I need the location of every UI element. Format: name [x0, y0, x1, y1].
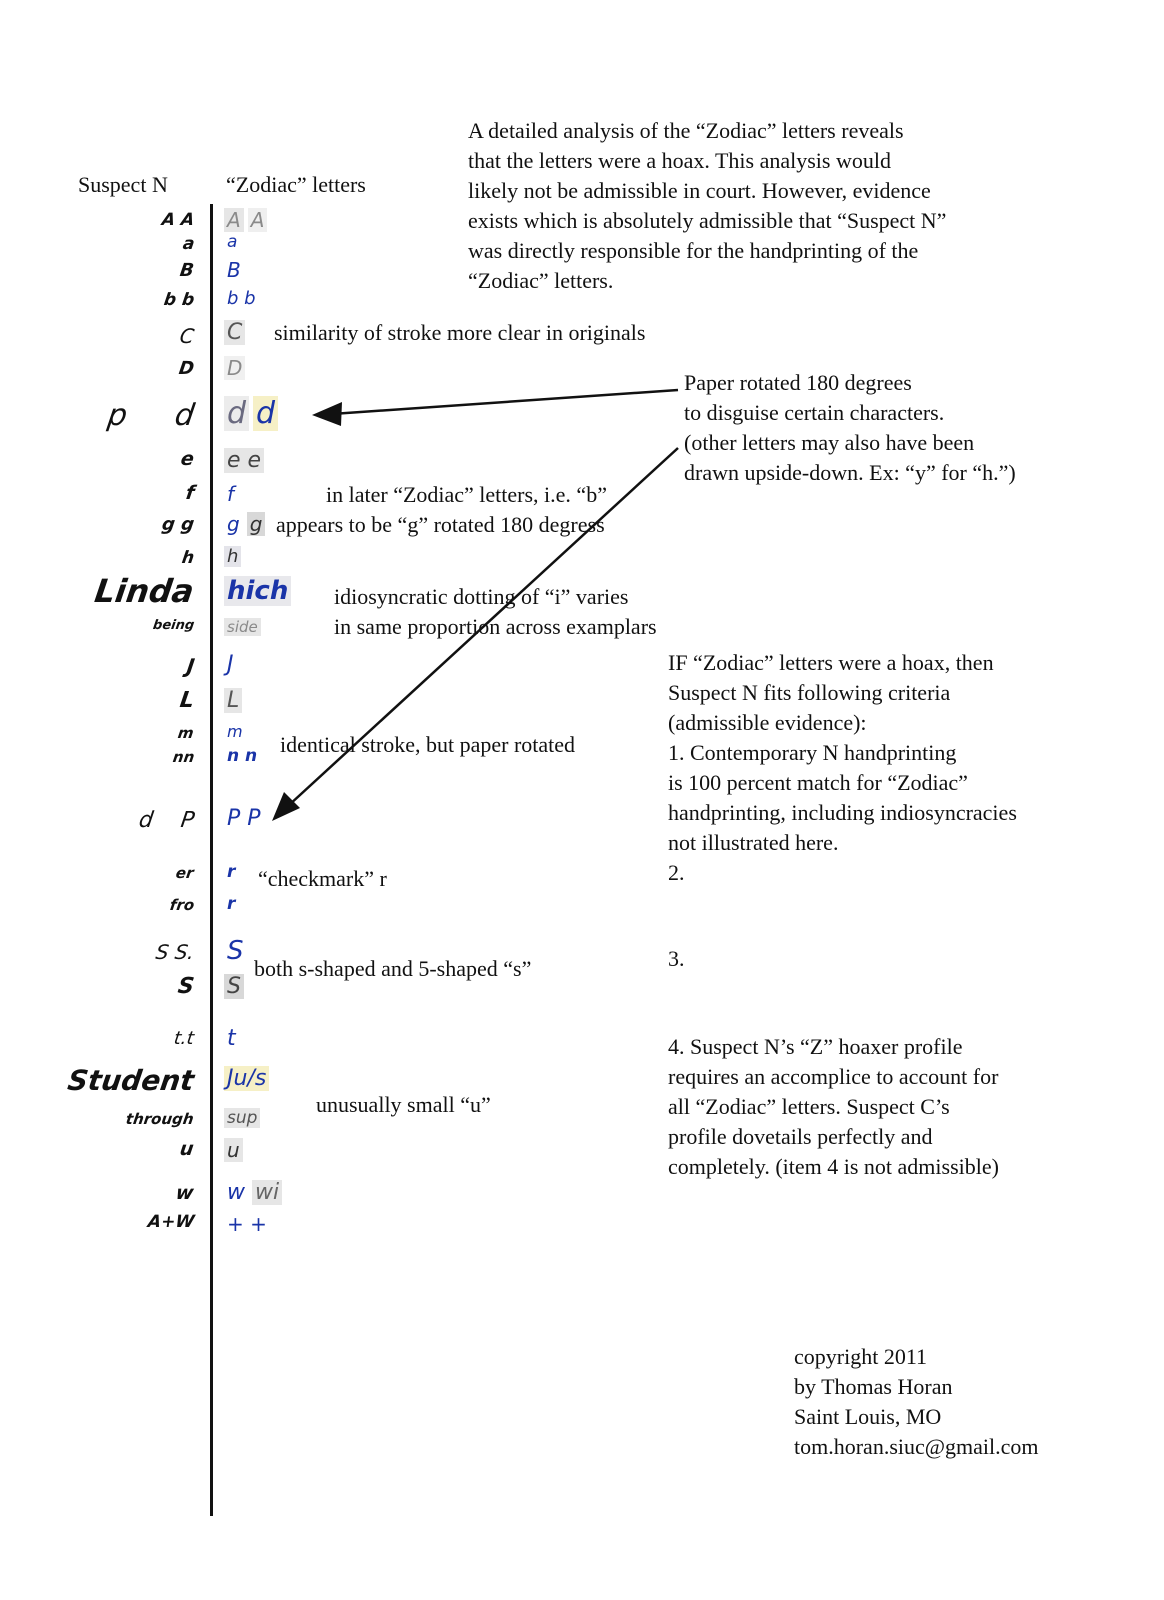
- note-c-stroke: similarity of stroke more clear in originals: [274, 320, 646, 345]
- suspect-sample-er: er: [175, 864, 196, 882]
- zodiac-glyph: C: [224, 320, 245, 345]
- suspect-sample-dP-left: d: [136, 808, 155, 833]
- suspect-sample-d-upright: d: [172, 398, 197, 433]
- note-identical-stroke: identical stroke, but paper rotated: [280, 732, 576, 757]
- note-line: idiosyncratic dotting of “i” varies: [334, 584, 629, 609]
- copyright-line: Saint Louis, MO: [794, 1404, 942, 1429]
- zodiac-glyph: L: [224, 688, 242, 713]
- zodiac-glyph: w: [227, 1180, 245, 1205]
- arrow-to-d-head: [312, 402, 342, 426]
- criteria-line: not illustrated here.: [668, 830, 839, 855]
- zodiac-glyph: hich: [224, 576, 291, 606]
- zodiac-glyph: A: [224, 208, 244, 232]
- suspect-sample-fro: fro: [168, 896, 196, 914]
- intro-line: A detailed analysis of the “Zodiac” letters reveals: [468, 118, 904, 143]
- copyright-line: tom.horan.siuc@gmail.com: [794, 1434, 1039, 1459]
- zodiac-glyph: g: [227, 512, 240, 536]
- criteria-line: completely. (item 4 is not admissible): [668, 1154, 999, 1179]
- zodiac-glyph: B: [227, 258, 241, 282]
- zodiac-glyph: n n: [227, 746, 258, 766]
- copyright-line: by Thomas Horan: [794, 1374, 953, 1399]
- suspect-sample-e: e: [179, 448, 196, 470]
- criteria-line: (admissible evidence):: [668, 710, 867, 735]
- zodiac-glyph: r: [227, 862, 236, 882]
- suspect-sample-u: u: [178, 1138, 196, 1160]
- zodiac-glyph: Ju/s: [224, 1066, 269, 1091]
- suspect-sample-dP-right: P: [178, 808, 196, 833]
- note-g-rotated: appears to be “g” rotated 180 degress: [276, 512, 605, 537]
- suspect-sample-bb: b b: [162, 290, 196, 310]
- zodiac-glyph: d: [224, 396, 249, 431]
- zodiac-glyph: m: [227, 722, 243, 741]
- criteria-line: Suspect N fits following criteria: [668, 680, 951, 705]
- note-small-u: unusually small “u”: [316, 1092, 491, 1117]
- criteria-line: 4. Suspect N’s “Z” hoaxer profile: [668, 1034, 963, 1059]
- criteria-line: all “Zodiac” letters. Suspect C’s: [668, 1094, 950, 1119]
- zodiac-glyph: t: [227, 1026, 236, 1051]
- suspect-sample-tt: t.t: [172, 1028, 196, 1049]
- suspect-sample-J: J: [184, 654, 196, 678]
- intro-line: was directly responsible for the handprinting of the: [468, 238, 919, 263]
- suspect-sample-d-rotated: p: [105, 398, 130, 433]
- criteria-line: handprinting, including indiosyncracies: [668, 800, 1017, 825]
- zodiac-glyph: d: [253, 396, 278, 431]
- zodiac-glyph: D: [224, 356, 245, 380]
- suspect-sample-D: D: [177, 358, 196, 379]
- suspect-sample-being: being: [151, 618, 196, 633]
- zodiac-glyph: sup: [224, 1108, 260, 1128]
- zodiac-glyph: + +: [227, 1212, 267, 1236]
- intro-line: that the letters were a hoax. This analysis would: [468, 148, 891, 173]
- note-f-later: in later “Zodiac” letters, i.e. “b”: [326, 482, 607, 507]
- criteria-line: 1. Contemporary N handprinting: [668, 740, 957, 765]
- zodiac-glyph: r: [227, 894, 236, 914]
- zodiac-glyph: S: [224, 974, 244, 999]
- zodiac-glyph: J: [227, 652, 234, 677]
- intro-line: exists which is absolutely admissible that “Suspect N”: [468, 208, 947, 233]
- note-line: Paper rotated 180 degrees: [684, 370, 912, 395]
- zodiac-glyph: P P: [227, 806, 261, 831]
- criteria-line: profile dovetails perfectly and: [668, 1124, 933, 1149]
- suspect-sample-B: B: [178, 260, 196, 281]
- note-line: drawn upside-down. Ex: “y” for “h.”): [684, 460, 1016, 485]
- zodiac-glyph: b b: [227, 288, 256, 309]
- zodiac-glyph: u: [224, 1138, 243, 1162]
- zodiac-glyph: S: [227, 936, 244, 966]
- criteria-line: is 100 percent match for “Zodiac”: [668, 770, 968, 795]
- suspect-sample-h: h: [180, 548, 196, 568]
- suspect-sample-f: f: [184, 482, 196, 504]
- suspect-sample-nn: nn: [171, 748, 196, 766]
- suspect-sample-C: C: [178, 324, 196, 348]
- suspect-sample-a: a: [181, 234, 196, 254]
- zodiac-glyph: g: [247, 512, 266, 536]
- criteria-item-3: 3.: [668, 946, 685, 971]
- suspect-sample-linda: Linda: [92, 572, 197, 610]
- copyright-line: copyright 2011: [794, 1344, 927, 1369]
- suspect-sample-w: w: [174, 1182, 196, 1204]
- note-checkmark-r: “checkmark” r: [258, 866, 387, 891]
- suspect-sample-m: m: [177, 724, 196, 742]
- arrow-to-p: [288, 448, 678, 806]
- intro-line: “Zodiac” letters.: [468, 268, 614, 293]
- zodiac-glyph: a: [227, 232, 238, 252]
- criteria-line: IF “Zodiac” letters were a hoax, then: [668, 650, 994, 675]
- zodiac-glyph: f: [227, 482, 235, 506]
- suspect-sample-SS: S S.: [154, 940, 196, 964]
- zodiac-glyph: side: [224, 618, 261, 636]
- suspect-sample-student: Student: [65, 1064, 197, 1097]
- zodiac-glyph: h: [224, 546, 241, 567]
- suspect-sample-through: through: [125, 1110, 196, 1128]
- suspect-sample-AtW: A+W: [146, 1212, 196, 1232]
- note-line: (other letters may also have been: [684, 430, 975, 455]
- suspect-sample-gg: g g: [160, 514, 196, 535]
- criteria-line: requires an accomplice to account for: [668, 1064, 999, 1089]
- suspect-column-header: Suspect N: [78, 172, 168, 197]
- note-line: in same proportion across examplars: [334, 614, 657, 639]
- criteria-line: 2.: [668, 860, 685, 885]
- intro-line: likely not be admissible in court. However, evidence: [468, 178, 931, 203]
- suspect-sample-S2: S: [176, 974, 196, 999]
- suspect-sample-AA: A A: [160, 210, 196, 230]
- arrow-to-d: [332, 390, 678, 414]
- zodiac-glyph: A: [248, 208, 268, 232]
- suspect-sample-L: L: [178, 688, 196, 713]
- note-line: to disguise certain characters.: [684, 400, 945, 425]
- arrow-to-p-head: [272, 792, 300, 821]
- note-s-shapes: both s-shaped and 5-shaped “s”: [254, 956, 532, 981]
- zodiac-glyph: wi: [252, 1180, 282, 1205]
- zodiac-column-header: “Zodiac” letters: [226, 172, 366, 197]
- zodiac-glyph: e e: [224, 448, 264, 473]
